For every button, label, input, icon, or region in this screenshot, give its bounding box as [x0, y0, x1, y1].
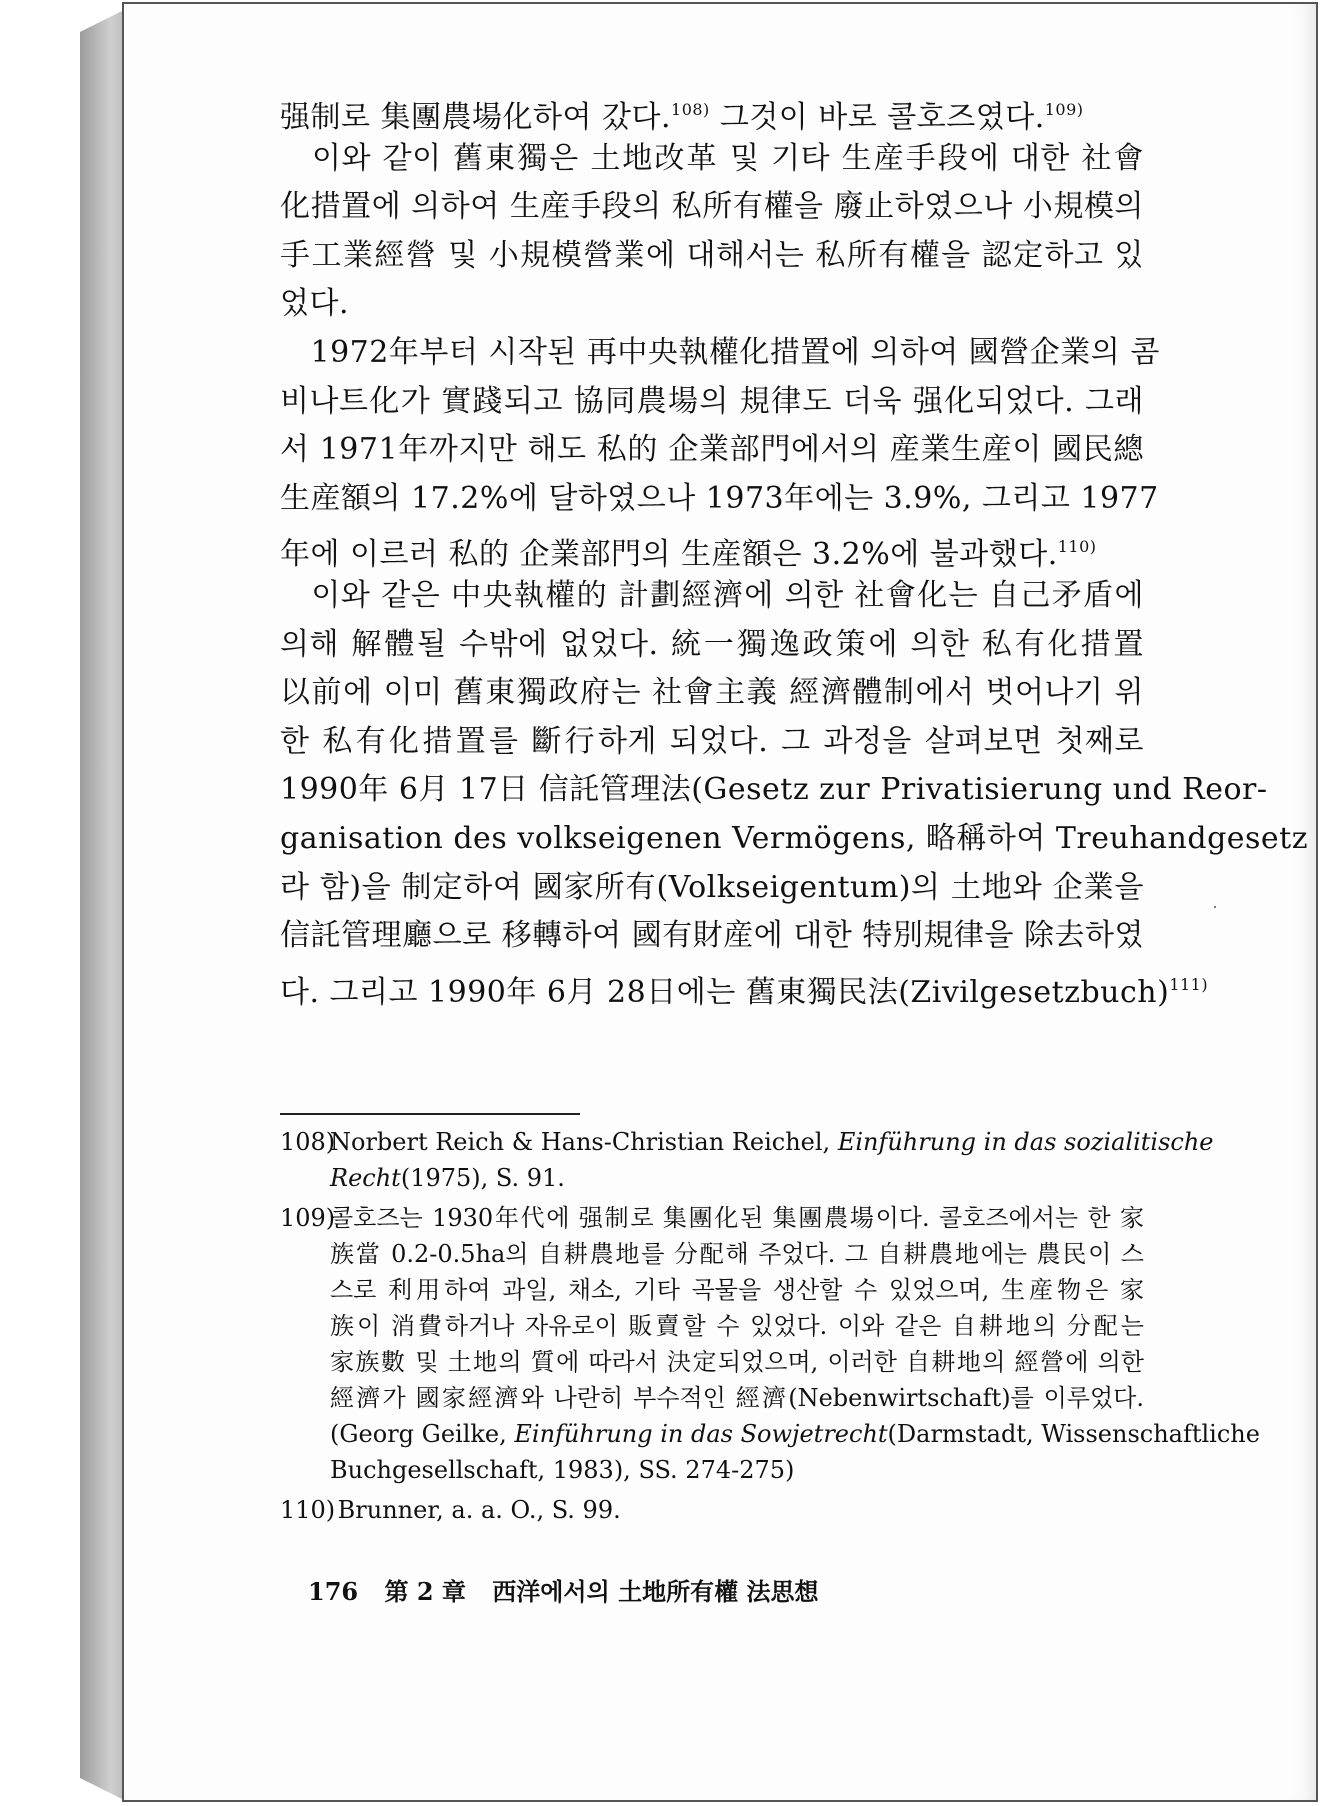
footnote-line: [330, 1416, 1260, 1452]
line-text: 다. 그리고 1990年 6月 28日에는 舊東獨民法(Zivilgesetzbuch): [280, 974, 1170, 1010]
body-line-text: [280, 100, 1084, 135]
footnote-line: 家族數 및 土地의 質에 따라서 決定되었으며, 이러한 自耕地의 經營에 의한: [330, 1348, 1144, 1376]
footnote-reference[interactable]: 110): [1057, 537, 1097, 557]
body-text: [280, 86, 1309, 1010]
chapter-label: 第 2 章: [384, 1577, 466, 1606]
body-line-text: [280, 870, 1144, 905]
footnote-109: [280, 1200, 1260, 1488]
footnote-number: 110): [280, 1496, 336, 1524]
body-line: [280, 135, 1144, 184]
body-line: [280, 718, 1144, 767]
body-line-text: [280, 578, 1144, 613]
footnote-reference[interactable]: 111): [1169, 974, 1209, 994]
line-text: 이와 같은 中央執權的 計劃經濟에 의한 社會化는 自己矛盾에: [280, 577, 1144, 613]
footnote-110: [280, 1492, 1144, 1528]
footnote-line: 콜호즈는 1930年代에 强制로 集團化된 集團農場이다. 콜호즈에서는 한 家: [330, 1204, 1144, 1232]
body-line-text: [280, 189, 1144, 224]
line-text: 以前에 이미 舊東獨政府는 社會主義 經濟體制에서 벗어나기 위: [280, 675, 1144, 711]
footnote-citation: (1975), S. 91.: [400, 1164, 565, 1192]
footnote-reference[interactable]: 108): [671, 100, 710, 119]
footnote-text: [330, 1124, 1214, 1160]
footnote-reference[interactable]: 109): [1044, 100, 1084, 119]
line-text: 의해 解體될 수밖에 없었다. 統一獨逸政策에 의한 私有化措置: [280, 626, 1144, 662]
body-line-text: [280, 537, 1097, 572]
body-line-text: [280, 627, 1144, 662]
line-text: 信託管理廳으로 移轉하여 國有財産에 대한 特別規律을 除去하였: [280, 918, 1144, 954]
body-line: [280, 329, 1160, 378]
body-line: [280, 378, 1144, 427]
body-line: [280, 426, 1144, 475]
page-footer: [308, 1572, 837, 1607]
body-line: [280, 523, 1144, 572]
line-text: 서 1971年까지만 해도 私的 企業部門에서의 産業生産이 國民總: [280, 432, 1144, 468]
body-line-text: [280, 432, 1144, 467]
footnote-book-title: Einführung in das sozialitische: [837, 1128, 1214, 1156]
line-text: ganisation des volkseigenen Vermögens, 略稱하여 Treuhandgesetz: [280, 820, 1309, 856]
footnote-line: 族當 0.2-0.5ha의 自耕農地를 分配해 주었다. 그 自耕農地에는 農民이 스: [330, 1240, 1144, 1268]
footnote-authors: Norbert Reich & Hans-Christian Reichel,: [330, 1128, 838, 1156]
footnotes: [280, 1124, 1260, 1532]
body-line-text: [280, 918, 1144, 953]
footnote-author: (Georg Geilke,: [330, 1420, 515, 1448]
body-line-text: [280, 481, 1159, 516]
body-line-text: [280, 772, 1268, 807]
body-line-text: [280, 724, 1144, 759]
body-line: [280, 669, 1144, 718]
line-text: 年에 이르러 私的 企業部門의 生産額은 3.2%에 불과했다.: [280, 537, 1058, 573]
line-text: 라 함)을 制定하여 國家所有(Volkseigentum)의 土地와 企業을: [280, 869, 1144, 905]
body-line-text: [280, 821, 1308, 856]
line-text: 1990年 6月 17日 信託管理法(Gesetz zur Privatisierung und Reor-: [280, 772, 1268, 808]
footnote-line: 族이 消費하거나 자유로이 販賣할 수 있었다. 이와 같은 自耕地의 分配는: [330, 1312, 1144, 1340]
footnote-separator: [280, 1113, 580, 1115]
footnote-text: Brunner, a. a. O., S. 99.: [337, 1496, 621, 1524]
footnote-108: [280, 1124, 1214, 1196]
footnote-continuation: [330, 1160, 1144, 1196]
body-line-text: [280, 975, 1208, 1010]
footnote-book-title-cont: Recht: [330, 1164, 401, 1192]
book-spine: [80, 10, 124, 1800]
line-text: 었다.: [280, 286, 349, 322]
line-text: 1972年부터 시작된 再中央執權化措置에 의하여 國營企業의 콤: [280, 334, 1160, 370]
footnote-number: 109): [280, 1204, 336, 1232]
footnote-line: Buchgesellschaft, 1983), SS. 274-275): [330, 1456, 795, 1484]
body-line-text: [280, 384, 1144, 419]
line-text: 비나트化가 實踐되고 協同農場의 規律도 더욱 强化되었다. 그래: [280, 383, 1144, 419]
body-line: [280, 621, 1144, 670]
body-line: [280, 475, 1159, 524]
line-text: 强制로 集團農場化하여 갔다.: [280, 100, 672, 135]
line-text: 그것이 바로 콜호즈였다.: [709, 100, 1045, 135]
line-text: 한 私有化措置를 斷行하게 되었다. 그 과정을 살펴보면 첫째로: [280, 723, 1144, 759]
body-line: [280, 912, 1144, 961]
body-line-text: [280, 335, 1160, 370]
body-line: [280, 280, 1144, 329]
body-line: [280, 183, 1144, 232]
body-line-text: [280, 238, 1144, 273]
footnote-number: 108): [280, 1128, 336, 1156]
footnote-line: 스로 利用하여 과일, 채소, 기타 곡물을 생산할 수 있었으며, 生産物은 家: [330, 1276, 1144, 1304]
body-line-text: [280, 141, 1144, 176]
footnote-line: 經濟가 國家經濟와 나란히 부수적인 經濟(Nebenwirtschaft)를 이루었다.: [330, 1384, 1144, 1412]
line-text: 이와 같이 舊東獨은 土地改革 및 기타 生産手段에 대한 社會: [280, 140, 1144, 176]
line-text: 化措置에 의하여 生産手段의 私所有權을 廢止하였으나 小規模의: [280, 189, 1144, 225]
footnote-book-title: Einführung in das Sowjetrecht: [514, 1420, 888, 1448]
body-line-text: [280, 675, 1144, 710]
line-text: 手工業經營 및 小規模營業에 대해서는 私所有權을 認定하고 있: [280, 237, 1144, 273]
page-number: 176: [308, 1577, 359, 1606]
body-line: [280, 961, 1209, 1010]
body-line: [280, 86, 1144, 135]
body-line: [280, 815, 1309, 864]
body-line: [280, 864, 1144, 913]
chapter-title: 西洋에서의 土地所有權 法思想: [492, 1577, 819, 1606]
footnote-publisher: (Darmstadt, Wissenschaftliche: [887, 1420, 1260, 1448]
line-text: 生産額의 17.2%에 달하였으나 1973年에는 3.9%, 그리고 1977: [280, 480, 1159, 516]
body-line: [280, 232, 1144, 281]
scan-speck: [1214, 906, 1216, 908]
body-line-text: [280, 286, 349, 321]
body-line: [280, 766, 1268, 815]
body-line: [280, 572, 1144, 621]
